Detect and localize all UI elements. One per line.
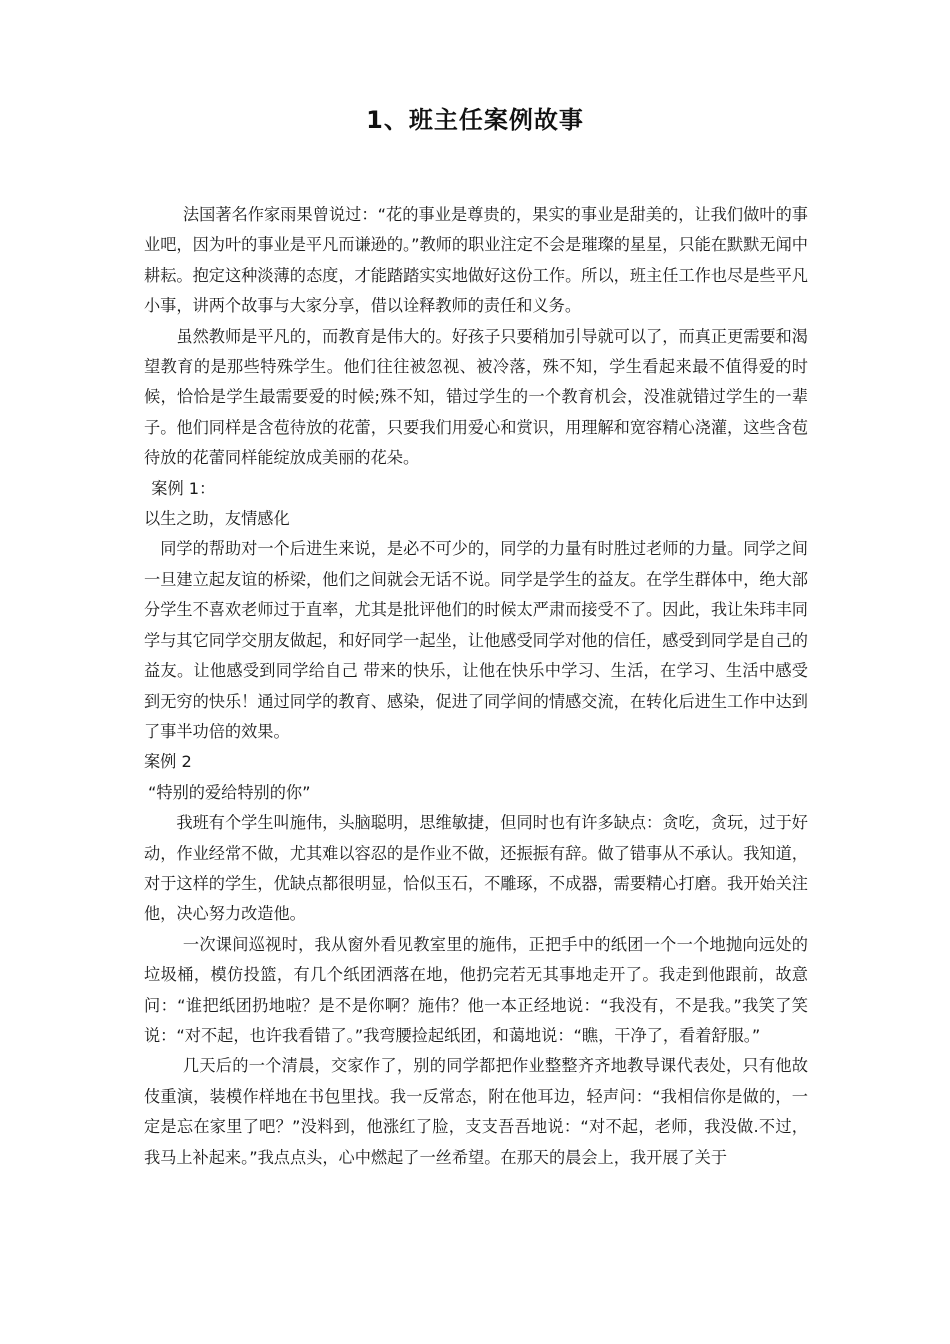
case-1-subtitle: 以生之助，友情感化 bbox=[144, 509, 290, 529]
case-2-heading: 案例 2 bbox=[144, 752, 192, 772]
paragraph-case-2-intro: 我班有个学生叫施伟，头脑聪明，思维敏捷，但同时也有许多缺点：贪吃，贪玩，过于好动，作业经常不做，尤其难以容忍的是作业不做，还振振有辞。做了错事从不承认。我知道，对于这样的学生，优缺点都很明显，恰似玉石，不雕琢，不成器，需要精心打磨。我开始关注他，决心努力改造他。 bbox=[144, 813, 808, 924]
paragraph-intro: 法国著名作家雨果曾说过：“花的事业是尊贵的，果实的事业是甜美的，让我们做叶的事业吧，因为叶的事业是平凡而谦逊的。”教师的职业注定不会是璀璨的星星，只能在默默无闻中耕耘。抱定这种淡薄的态度，才能踏踏实实地做好这份工作。所以，班主任工作也尽是些平凡小事，讲两个故事与大家分享，借以诠释教师的责任和义务。 bbox=[144, 205, 808, 316]
paragraph-case-2-incident: 一次课间巡视时，我从窗外看见教室里的施伟，正把手中的纸团一个一个地抛向远处的垃圾桶，模仿投篮，有几个纸团洒落在地，他扔完若无其事地走开了。我走到他跟前，故意问：“谁把纸团扔地啦？是不是你啊？施伟？他一本正经地说：“我没有，不是我。”我笑了笑说：“对不起，也许我看错了。”我弯腰捡起纸团，和蔼地说：“瞧，干净了，看着舒服。” bbox=[144, 934, 808, 1045]
document-title: 1、班主任案例故事 bbox=[366, 106, 584, 134]
paragraph-case-1: 同学的帮助对一个后进生来说，是必不可少的，同学的力量有时胜过老师的力量。同学之间一旦建立起友谊的桥梁，他们之间就会无话不说。同学是学生的益友。在学生群体中，绝大部分学生不喜欢老师过于直率，尤其是批评他们的时候太严肃而接受不了。因此，我让朱玮丰同学与其它同学交朋友做起，和好同学一起坐，让他感受同学对他的信任，感受到同学是自己的益友。让他感受到同学给自己 带来的快乐，让他在快乐中学习、生活，在学习、生活中感受到无穷的快乐！通过同学的教育、感染，促进了同学间的情感交流，在转化后进生工作中达到了事半功倍的效果。 bbox=[144, 539, 808, 741]
case-2-subtitle: “特别的爱给特别的你” bbox=[148, 782, 311, 802]
case-1-heading: 案例 1： bbox=[151, 478, 216, 498]
paragraph-case-2-followup: 几天后的一个清晨，交家作了，别的同学都把作业整整齐齐地教导课代表处，只有他故伎重演，装模作样地在书包里找。我一反常态，附在他耳边，轻声问：“我相信你是做的，一定是忘在家里了吧？”没料到，他涨红了脸，支支吾吾地说：“对不起，老师，我没做.不过，我马上补起来。”我点点头，心中燃起了一丝希望。在那天的晨会上，我开展了关于 bbox=[144, 1056, 808, 1167]
document-body bbox=[144, 200, 808, 1173]
paragraph-education: 虽然教师是平凡的，而教育是伟大的。好孩子只要稍加引导就可以了，而真正更需要和渴望教育的是那些特殊学生。他们往往被忽视、被冷落，殊不知，学生看起来最不值得爱的时候，恰恰是学生最需要爱的时候;殊不知，错过学生的一个教育机会，没准就错过学生的一辈子。他们同样是含苞待放的花蕾，只要我们用爱心和赏识，用理解和宽容精心浇灌，这些含苞待放的花蕾同样能绽放成美丽的花朵。 bbox=[144, 326, 808, 468]
